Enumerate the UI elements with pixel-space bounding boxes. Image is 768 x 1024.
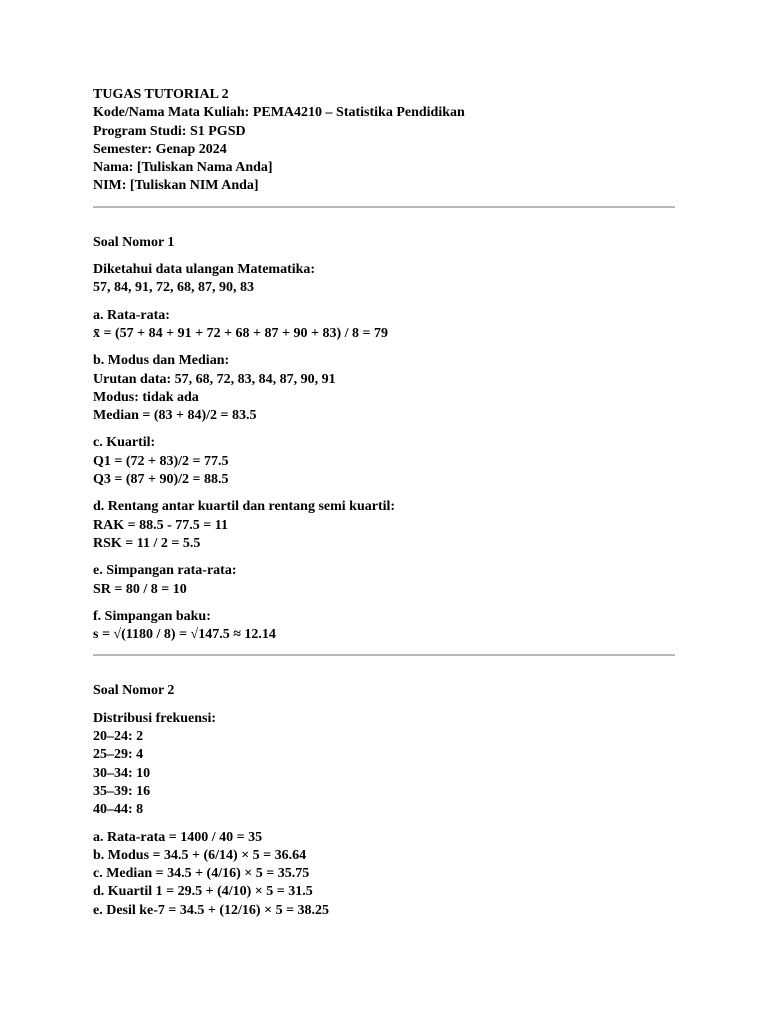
- document-header: [93, 86, 675, 196]
- answer-f: [93, 608, 675, 645]
- soal-1-section: [93, 234, 675, 645]
- soal-2-title: Soal Nomor 2: [93, 683, 175, 699]
- answer-d-heading: d. Rentang antar kuartil dan rentang semi kuartil:: [93, 499, 396, 515]
- answer-e-sr: SR = 80 / 8 = 10: [93, 581, 187, 597]
- student-nim: NIM: [Tuliskan NIM Anda]: [93, 178, 259, 194]
- soal-1-title: Soal Nomor 1: [93, 234, 175, 250]
- answer-d: [93, 498, 675, 553]
- distribution-row: 20–24: 2: [93, 729, 144, 745]
- answer-b-sorted: Urutan data: 57, 68, 72, 83, 84, 87, 90, 91: [93, 371, 336, 387]
- answer-d-rak: RAK = 88.5 - 77.5 = 11: [93, 517, 228, 533]
- distribution-row: 35–39: 16: [93, 783, 151, 799]
- distribution-row: 30–34: 10: [93, 765, 151, 781]
- soal-2-answers: [93, 829, 675, 920]
- answer-median: c. Median = 34.5 + (4/16) × 5 = 35.75: [93, 866, 310, 882]
- course-code-name: Kode/Nama Mata Kuliah: PEMA4210 – Statistika Pendidikan: [93, 105, 465, 121]
- answer-mean: a. Rata-rata = 1400 / 40 = 35: [93, 829, 263, 845]
- answer-a: [93, 307, 675, 344]
- answer-c-heading: c. Kuartil:: [93, 435, 156, 451]
- answer-e-heading: e. Simpangan rata-rata:: [93, 563, 237, 579]
- answer-a-heading: a. Rata-rata:: [93, 307, 170, 323]
- study-program: Program Studi: S1 PGSD: [93, 123, 246, 139]
- answer-b-mode: Modus: tidak ada: [93, 389, 199, 405]
- data-intro: Diketahui data ulangan Matematika:: [93, 262, 316, 278]
- frequency-distribution: [93, 710, 675, 820]
- answer-a-formula: x̄ = (57 + 84 + 91 + 72 + 68 + 87 + 90 + 83) / 8 = 79: [93, 325, 389, 341]
- document-body: [93, 86, 675, 920]
- distribution-row: 40–44: 8: [93, 802, 144, 818]
- answer-b-heading: b. Modus dan Median:: [93, 353, 230, 369]
- answer-c: [93, 434, 675, 489]
- answer-mode: b. Modus = 34.5 + (6/14) × 5 = 36.64: [93, 847, 307, 863]
- answer-b-median: Median = (83 + 84)/2 = 83.5: [93, 408, 257, 424]
- answer-d-rsk: RSK = 11 / 2 = 5.5: [93, 535, 201, 551]
- answer-decile-7: e. Desil ke-7 = 34.5 + (12/16) × 5 = 38.25: [93, 902, 330, 918]
- section-divider: [93, 654, 675, 656]
- answer-f-sd: s = √(1180 / 8) = √147.5 ≈ 12.14: [93, 627, 276, 643]
- soal-2-section: [93, 682, 675, 920]
- answer-c-q1: Q1 = (72 + 83)/2 = 77.5: [93, 453, 229, 469]
- semester: Semester: Genap 2024: [93, 141, 227, 157]
- distribution-row: 25–29: 4: [93, 747, 144, 763]
- answer-c-q3: Q3 = (87 + 90)/2 = 88.5: [93, 472, 229, 488]
- section-divider: [93, 206, 675, 208]
- data-values: 57, 84, 91, 72, 68, 87, 90, 83: [93, 280, 254, 296]
- assignment-title: TUGAS TUTORIAL 2: [93, 87, 229, 102]
- answer-b: [93, 352, 675, 425]
- answer-e: [93, 562, 675, 599]
- answer-f-heading: f. Simpangan baku:: [93, 608, 211, 624]
- distribution-heading: Distribusi frekuensi:: [93, 710, 217, 726]
- answer-quartile-1: d. Kuartil 1 = 29.5 + (4/10) × 5 = 31.5: [93, 884, 313, 900]
- soal-1-data: [93, 261, 675, 298]
- student-name: Nama: [Tuliskan Nama Anda]: [93, 160, 273, 176]
